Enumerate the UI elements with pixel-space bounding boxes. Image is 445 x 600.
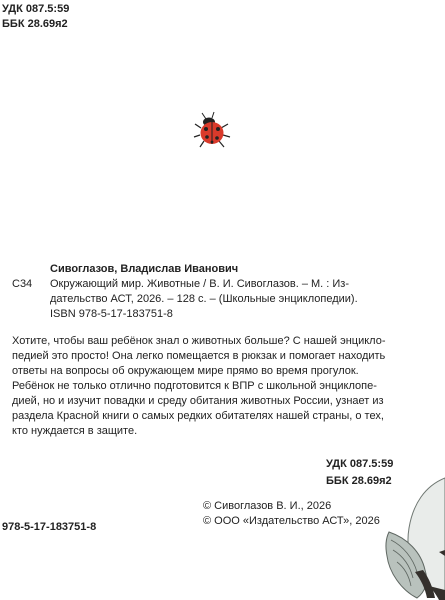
annotation-line: раздела Красной книги о самых редких обитателях нашей страны, о тех,: [12, 410, 384, 422]
author-name: Сивоглазов, Владислав Иванович: [50, 263, 239, 275]
header-classification: [2, 2, 69, 32]
description-line: Окружающий мир. Животные / В. И. Сивоглазов. – М. : Из-: [50, 278, 349, 290]
bbk-code: ББК 28.69я2: [326, 475, 392, 487]
isbn-line: ISBN 978-5-17-183751-8: [50, 308, 173, 320]
ladybug-icon: [192, 111, 232, 153]
description-line: дательство АСТ, 2026. – 128 с. – (Школьные энциклопедии).: [50, 293, 358, 305]
isbn-number: 978-5-17-183751-8: [2, 521, 97, 533]
annotation-line: педией это просто! Она легко помещается в рюкзак и помогает находить: [12, 350, 386, 362]
annotation-line: Ребёнок не только отлично подготовится к ВПР с школьной энциклопе-: [12, 380, 377, 392]
entry-row: [12, 277, 432, 307]
copyright-author: © Сивоглазов В. И., 2026: [203, 500, 332, 512]
bbk-code: ББК 28.69я2: [2, 18, 68, 30]
annotation: [12, 334, 430, 439]
copyright-publisher: © ООО «Издательство АСТ», 2026: [203, 515, 380, 527]
bird-illustration: [355, 468, 445, 600]
catalog-entry: [12, 262, 432, 322]
copyright-block: [203, 499, 380, 529]
annotation-line: Хотите, чтобы ваш ребёнок знал о животных больше? С нашей энцикло-: [12, 335, 386, 347]
udk-code: УДК 087.5:59: [326, 458, 394, 470]
annotation-line: дией, но и изучит повадки и среду обитания животных России, узнает из: [12, 395, 384, 407]
udk-code: УДК 087.5:59: [2, 3, 70, 15]
entry-description: [50, 277, 432, 307]
annotation-line: кто нуждается в защите.: [12, 425, 138, 437]
annotation-line: ответы на вопросы об окружающем мире прямо во время прогулок.: [12, 365, 359, 377]
author-code: С34: [12, 278, 33, 290]
